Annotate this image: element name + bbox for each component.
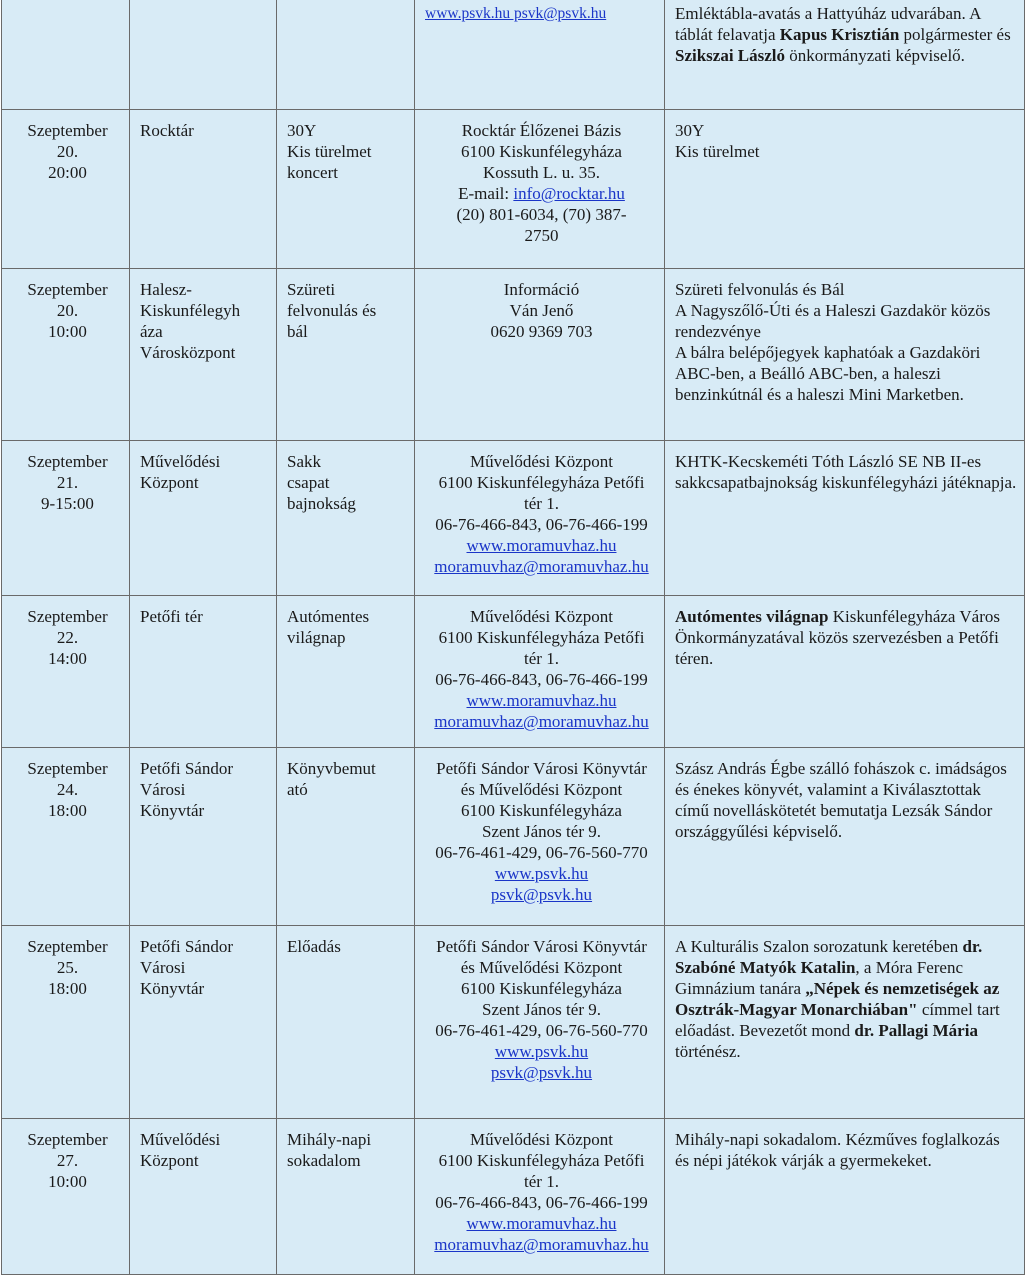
contact-line: és Művelődési Központ	[460, 958, 623, 977]
venue-line: Művelődési	[140, 452, 221, 471]
venue-cell	[130, 1119, 277, 1275]
date-line: 18:00	[48, 801, 87, 820]
date-cell	[2, 596, 130, 748]
venue-line: Rocktár	[140, 121, 194, 140]
date-cell	[2, 441, 130, 596]
contact-line: 0620 9369 703	[490, 322, 593, 341]
venue-cell	[130, 0, 277, 110]
event-cell	[277, 441, 415, 596]
event-line: világnap	[287, 628, 346, 647]
contact-line: 06-76-466-843, 06-76-466-199	[435, 515, 648, 534]
contact-line: 6100 Kiskunfélegyháza Petőfi	[438, 628, 645, 647]
venue-line: Kiskunfélegyh	[140, 301, 241, 320]
date-line: Szeptember	[27, 759, 108, 778]
contact-link[interactable]: www.psvk.hu	[494, 1042, 589, 1061]
contact-line: (20) 801-6034, (70) 387-	[456, 205, 627, 224]
contact-line: 06-76-466-843, 06-76-466-199	[435, 1193, 648, 1212]
date-line: Szeptember	[27, 607, 108, 626]
date-cell	[2, 0, 130, 110]
table-row	[2, 269, 1025, 441]
date-line: 27.	[56, 1151, 79, 1170]
date-line: 14:00	[48, 649, 87, 668]
venue-line: Központ	[140, 1151, 199, 1170]
contact-line: Petőfi Sándor Városi Könyvtár	[436, 937, 647, 956]
contact-line: és Művelődési Központ	[460, 780, 623, 799]
table-row	[2, 110, 1025, 269]
contact-line: Rocktár Élőzenei Bázis	[461, 121, 622, 140]
event-line: Előadás	[287, 937, 341, 956]
contact-cell	[415, 1119, 665, 1275]
date-cell	[2, 748, 130, 926]
contact-cell	[415, 926, 665, 1119]
venue-cell	[130, 110, 277, 269]
venue-line: Központ	[140, 473, 199, 492]
contact-cell	[415, 0, 665, 110]
contact-link[interactable]: psvk@psvk.hu	[490, 1063, 593, 1082]
contact-link[interactable]: www.psvk.hu psvk@psvk.hu	[425, 5, 607, 22]
contact-cell	[415, 441, 665, 596]
date-line: 25.	[56, 958, 79, 977]
venue-line: Művelődési	[140, 1130, 221, 1149]
date-line: 20.	[56, 301, 79, 320]
date-cell	[2, 110, 130, 269]
contact-line: 2750	[524, 226, 559, 245]
events-table-body	[2, 0, 1025, 1275]
contact-line: Információ	[503, 280, 580, 299]
venue-line: Halesz-	[140, 280, 192, 299]
table-row	[2, 596, 1025, 748]
venue-line: Városi	[140, 958, 186, 977]
contact-line: 6100 Kiskunfélegyháza	[461, 801, 622, 820]
description-cell: KHTK-Kecskeméti Tóth László SE NB II-es sakkcsapatbajnokság kiskunfélegyházi játéknapja.	[665, 441, 1025, 596]
contact-cell	[415, 748, 665, 926]
contact-line: 6100 Kiskunfélegyháza Petőfi	[438, 1151, 645, 1170]
event-line: Mihály-napi	[287, 1130, 372, 1149]
table-row	[2, 1119, 1025, 1275]
date-line: 20:00	[48, 163, 87, 182]
description-cell: A Kulturális Szalon sorozatunk keretében dr. Szabóné Matyók Katalin, a Móra Ferenc Gimnázium tanára „Népek és nemzetiségek az Osztrák-Magyar Monarchiában" címmel tart előadást. Bevezetőt mond dr. Pallagi Mária történész.	[665, 926, 1025, 1119]
date-cell	[2, 926, 130, 1119]
events-table	[1, 0, 1025, 1275]
venue-line: Könyvtár	[140, 979, 205, 998]
date-line: 10:00	[48, 1172, 87, 1191]
contact-line[interactable]: E-mail: info@rocktar.hu	[458, 184, 625, 203]
description-cell: Emléktábla-avatás a Hattyúház udvarában. A táblát felavatja Kapus Krisztián polgármester és Szikszai László önkormányzati képviselő.	[665, 0, 1025, 110]
description-cell: Szüreti felvonulás és Bál A Nagyszőlő-Úti és a Haleszi Gazdakör közös rendezvénye A bálra belépőjegyek kaphatóak a Gazdaköri ABC-ben, a Beálló ABC-ben, a haleszi benzinkútnál és a haleszi Mini Marketben.	[665, 269, 1025, 441]
contact-line: Művelődési Központ	[469, 607, 614, 626]
date-line: Szeptember	[27, 121, 108, 140]
event-line: Autómentes	[287, 607, 370, 626]
contact-link[interactable]: moramuvhaz@moramuvhaz.hu	[434, 712, 649, 731]
event-cell	[277, 269, 415, 441]
contact-link[interactable]: www.moramuvhaz.hu	[466, 1214, 617, 1233]
contact-line: Művelődési Központ	[469, 452, 614, 471]
event-line: 30Y	[287, 121, 317, 140]
date-line: Szeptember	[27, 452, 108, 471]
contact-line: 6100 Kiskunfélegyháza Petőfi	[438, 473, 645, 492]
venue-line: áza	[140, 322, 163, 341]
table-row	[2, 441, 1025, 596]
table-row	[2, 0, 1025, 110]
venue-line: Petőfi tér	[140, 607, 203, 626]
event-cell	[277, 110, 415, 269]
date-line: Szeptember	[27, 937, 108, 956]
date-line: 9-15:00	[41, 494, 94, 513]
contact-line: tér 1.	[524, 649, 559, 668]
event-line: csapat	[287, 473, 330, 492]
event-line: ató	[287, 780, 308, 799]
event-line: felvonulás és	[287, 301, 377, 320]
contact-link[interactable]: www.moramuvhaz.hu	[466, 536, 617, 555]
contact-line: Kossuth L. u. 35.	[482, 163, 601, 182]
date-line: 20.	[56, 142, 79, 161]
event-line: koncert	[287, 163, 338, 182]
description-cell: Autómentes világnap Kiskunfélegyháza Város Önkormányzatával közös szervezésben a Petőfi téren.	[665, 596, 1025, 748]
contact-link[interactable]: moramuvhaz@moramuvhaz.hu	[434, 557, 649, 576]
table-row	[2, 926, 1025, 1119]
event-line: bál	[287, 322, 308, 341]
venue-line: Városközpont	[140, 343, 236, 362]
date-line: Szeptember	[27, 280, 108, 299]
date-line: 18:00	[48, 979, 87, 998]
event-line: Kis türelmet	[287, 142, 372, 161]
contact-link[interactable]: moramuvhaz@moramuvhaz.hu	[434, 1235, 649, 1254]
contact-line: Ván Jenő	[509, 301, 574, 320]
contact-link[interactable]: www.moramuvhaz.hu	[466, 691, 617, 710]
event-line: Sakk	[287, 452, 321, 471]
description-cell: Mihály-napi sokadalom. Kézműves foglalkozás és népi játékok várják a gyermekeket.	[665, 1119, 1025, 1275]
contact-line: Szent János tér 9.	[482, 1000, 601, 1019]
venue-cell	[130, 596, 277, 748]
contact-cell	[415, 110, 665, 269]
email-link[interactable]: info@rocktar.hu	[513, 184, 625, 203]
venue-line: Könyvtár	[140, 801, 205, 820]
date-cell	[2, 1119, 130, 1275]
venue-line: Petőfi Sándor	[140, 759, 234, 778]
contact-line: 06-76-466-843, 06-76-466-199	[435, 670, 648, 689]
contact-line: tér 1.	[524, 494, 559, 513]
event-cell	[277, 596, 415, 748]
venue-cell	[130, 748, 277, 926]
contact-line: 06-76-461-429, 06-76-560-770	[435, 1021, 648, 1040]
date-line: 10:00	[48, 322, 87, 341]
event-line: Szüreti	[287, 280, 336, 299]
contact-cell	[415, 596, 665, 748]
event-line: Könyvbemut	[287, 759, 376, 778]
contact-cell	[415, 269, 665, 441]
contact-line: 6100 Kiskunfélegyháza	[461, 979, 622, 998]
contact-line: Művelődési Központ	[469, 1130, 614, 1149]
contact-line: tér 1.	[524, 1172, 559, 1191]
event-cell	[277, 748, 415, 926]
event-cell	[277, 1119, 415, 1275]
contact-line: 06-76-461-429, 06-76-560-770	[435, 843, 648, 862]
venue-line: Városi	[140, 780, 186, 799]
contact-line: Petőfi Sándor Városi Könyvtár	[436, 759, 647, 778]
contact-link[interactable]: www.psvk.hu	[494, 864, 589, 883]
event-cell	[277, 926, 415, 1119]
date-cell	[2, 269, 130, 441]
date-line: Szeptember	[27, 1130, 108, 1149]
table-row	[2, 748, 1025, 926]
contact-line: 6100 Kiskunfélegyháza	[461, 142, 622, 161]
event-cell	[277, 0, 415, 110]
contact-link[interactable]: psvk@psvk.hu	[490, 885, 593, 904]
event-line: sokadalom	[287, 1151, 361, 1170]
date-line: 24.	[56, 780, 79, 799]
event-line: bajnokság	[287, 494, 356, 513]
description-cell: Szász András Égbe szálló fohászok c. imádságos és énekes könyvét, valamint a Kiválasztottak című novelláskötetét bemutatja Lezsák Sándor országgyűlési képviselő.	[665, 748, 1025, 926]
description-cell: 30Y Kis türelmet	[665, 110, 1025, 269]
date-line: 22.	[56, 628, 79, 647]
contact-line: Szent János tér 9.	[482, 822, 601, 841]
venue-cell	[130, 441, 277, 596]
venue-cell	[130, 269, 277, 441]
venue-cell	[130, 926, 277, 1119]
venue-line: Petőfi Sándor	[140, 937, 234, 956]
date-line: 21.	[56, 473, 79, 492]
